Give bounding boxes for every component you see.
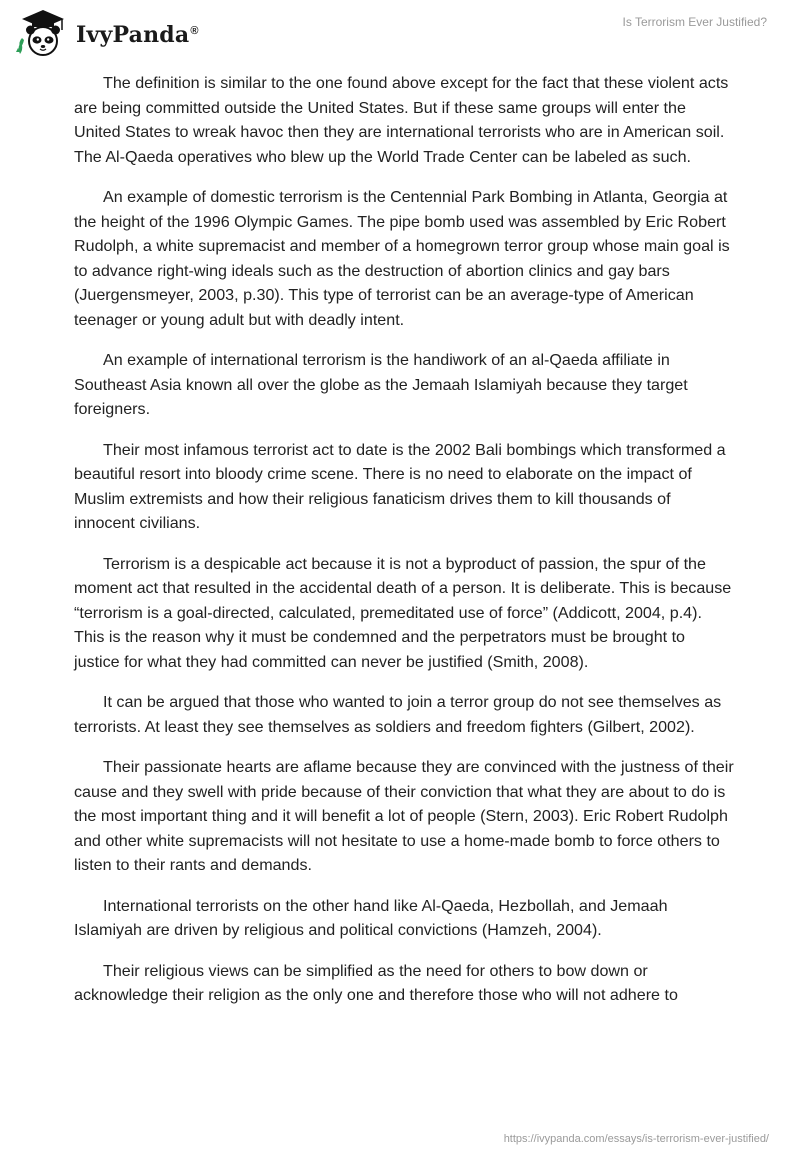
paragraph: International terrorists on the other hand like Al-Qaeda, Hezbollah, and Jemaah Islamiyah are driven by religious and political convictions (Hamzeh, 2004).	[74, 896, 668, 939]
paragraph: Their religious views can be simplified as the need for others to bow down or acknowledge their religion as the only one and therefore those who will not adhere to	[74, 961, 678, 1004]
paragraph: An example of domestic terrorism is the Centennial Park Bombing in Atlanta, Georgia at the height of the 1996 Olympic Games. The pipe bomb used was assembled by Eric Robert Rudolph, a white supremacist and member of a homegrown terror group whose main goal is to advance right-wing ideals such as the destruction of abortion clinics and gay bars (Juergensmeyer, 2003, p.30). This type of terrorist can be an average-type of American teenager or young adult but with deadly intent.	[74, 188, 730, 329]
brand-logo[interactable]	[14, 8, 199, 58]
paragraph: An example of international terrorism is the handiwork of an al-Qaeda affiliate in Southeast Asia known all over the globe as the Jemaah Islamiyah because they target foreigners.	[74, 351, 688, 418]
document-title: Is Terrorism Ever Justified?	[622, 15, 767, 29]
paragraph: It can be argued that those who wanted to join a terror group do not see themselves as terrorists. At least they see themselves as soldiers and freedom fighters (Gilbert, 2002).	[74, 693, 722, 736]
paragraph: The definition is similar to the one found above except for the fact that these violent acts are being committed outside the United States. But if these same groups will enter the United States to wreak havoc then they are international terrorists who are in American soil. The Al-Qaeda operatives who blew up the World Trade Center can be labeled as such.	[74, 74, 729, 166]
footer-source-url[interactable]: https://ivypanda.com/essays/is-terrorism-ever-justified/	[503, 1133, 769, 1145]
registered-mark: ®	[190, 24, 199, 37]
paragraph: Their most infamous terrorist act to date is the 2002 Bali bombings which transformed a beautiful resort into bloody crime scene. There is no need to elaborate on the impact of Muslim extremists and how their religious fanaticism drives them to kill thousands of innocent civilians.	[74, 440, 726, 532]
paragraph: Their passionate hearts are aflame because they are convinced with the justness of their cause and they swell with pride because of their conviction that what they are about to do is the most important thing and it will benefit a lot of people (Stern, 2003). Eric Robert Rudolph and other white supremacists will not hesitate to use a home-made bomb to force others to listen to their rants and demands.	[74, 758, 734, 874]
page-header	[0, 0, 800, 70]
brand-name-text: IvyPanda	[76, 22, 190, 48]
brand-name	[76, 22, 199, 48]
paragraph: Terrorism is a despicable act because it is not a byproduct of passion, the spur of the moment act that resulted in the accidental death of a person. It is deliberate. This is because “terrorism is a goal-directed, calculated, premeditated use of force” (Addicott, 2004, p.4). This is the reason why it must be condemned and the perpetrators must be brought to justice for what they had committed can never be justified (Smith, 2008).	[74, 554, 732, 671]
panda-graduation-cap-icon	[14, 8, 72, 58]
essay-body	[74, 71, 734, 1024]
